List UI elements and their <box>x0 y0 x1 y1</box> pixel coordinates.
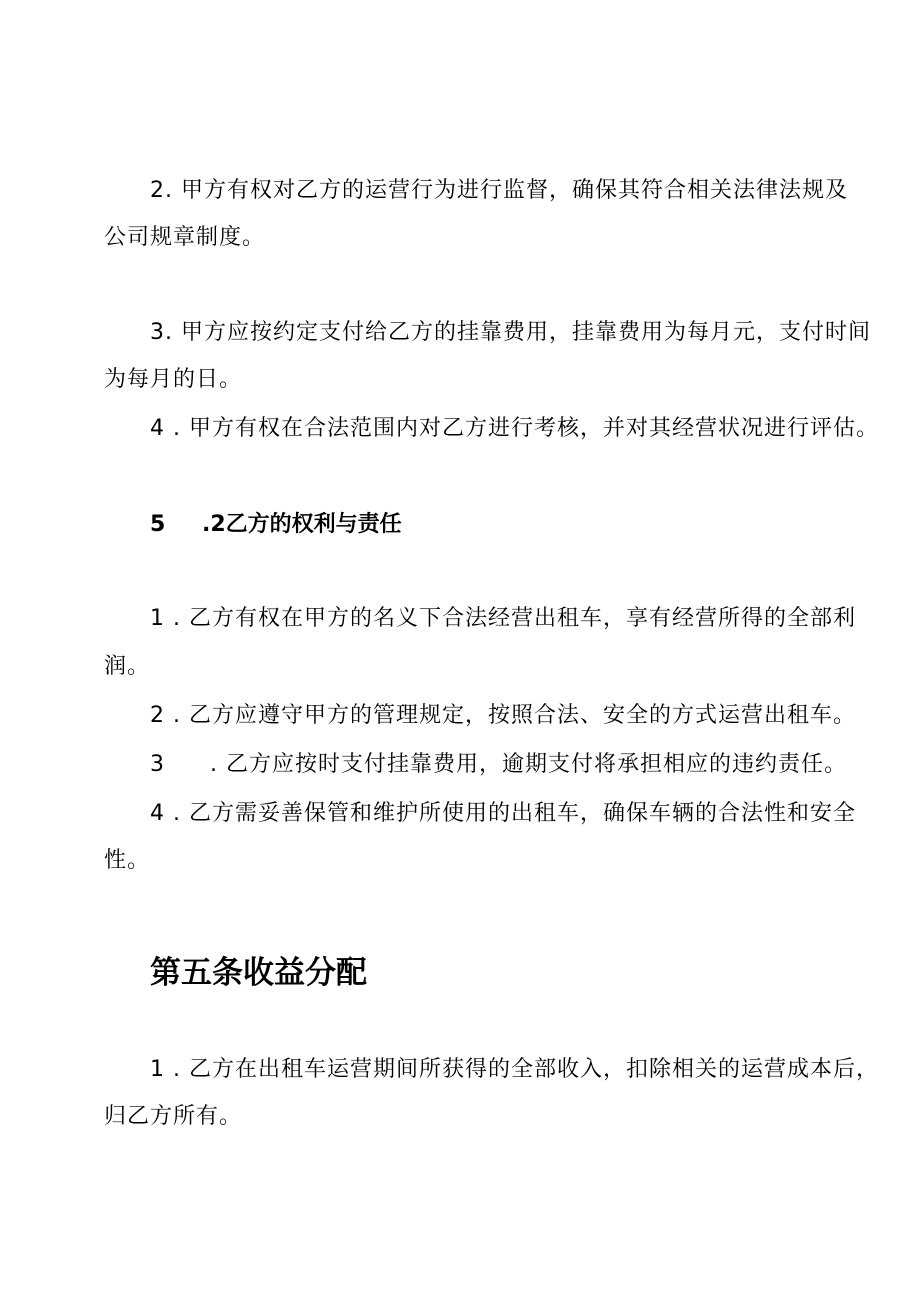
item-b1-line-1: 1 . 乙方有权在甲方的名义下合法经营出租车，享有经营所得的全部利 <box>150 606 856 631</box>
item-b2-line-1: 2 . 乙方应遵守甲方的管理规定，按照合法、安全的方式运营出租车。 <box>150 703 856 728</box>
item-b4-line-1: 4 . 乙方需妥善保管和维护所使用的出租车，确保车辆的合法性和安全 <box>150 801 856 826</box>
subsection-heading <box>150 510 402 540</box>
income-item-1-line-1: 1 . 乙方在出租车运营期间所获得的全部收入，扣除相关的运营成本后， <box>150 1057 879 1082</box>
item-b4-line-2: 性。 <box>104 848 151 873</box>
paragraph-3-line-2: 为每月的日。 <box>104 367 243 392</box>
item-b3-line-1 <box>150 750 847 780</box>
paragraph-4-line-1: 4 . 甲方有权在合法范围内对乙方进行考核，并对其经营状况进行评估。 <box>150 416 879 441</box>
income-item-1-line-2: 归乙方所有。 <box>104 1104 243 1129</box>
item-b3-text: . 乙方应按时支付挂靠费用，逾期支付将承担相应的违约责任。 <box>210 752 847 777</box>
section-heading: 第五条收益分配 <box>150 955 367 991</box>
paragraph-3-line-1: 3. 甲方应按约定支付给乙方的挂靠费用，挂靠费用为每月元，支付时间 <box>150 320 871 345</box>
subsection-title: .2乙方的权利与责任 <box>202 512 402 537</box>
item-b1-line-2: 润。 <box>104 654 151 679</box>
paragraph-2-line-1: 2. 甲方有权对乙方的运营行为进行监督，确保其符合相关法律法规及 <box>150 178 848 203</box>
paragraph-2-line-2: 公司规章制度。 <box>104 225 266 250</box>
subsection-number: 5 <box>150 512 166 537</box>
item-b3-number: 3 <box>150 752 165 777</box>
